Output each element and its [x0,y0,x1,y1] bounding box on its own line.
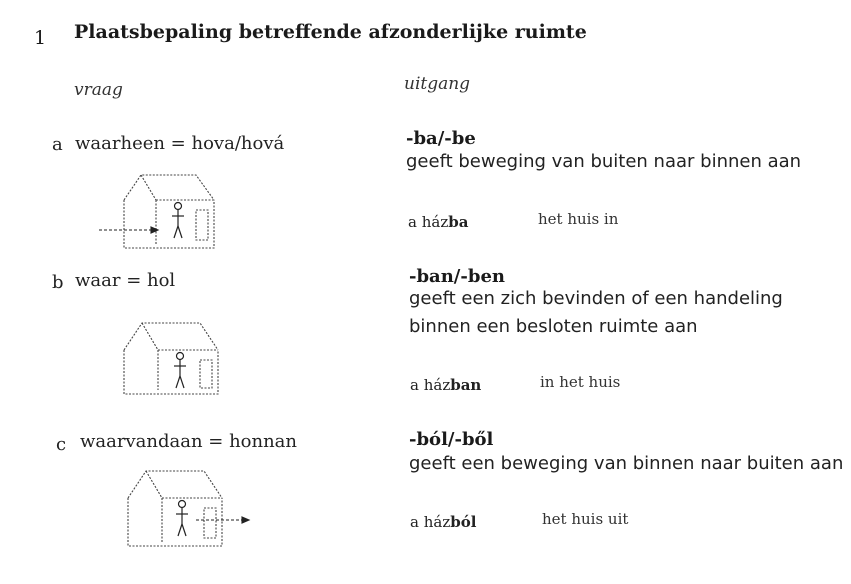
section-title: Plaatsbepaling betreffende afzonderlijke ruimte [74,21,587,43]
example-stem: a ház [408,213,449,231]
description [409,285,783,341]
example [410,376,481,394]
row-letter: a [52,134,63,155]
house-illustration-in [96,170,236,250]
section-number: 1 [34,27,47,49]
description-line: geeft een zich bevinden of een handeling [409,288,783,309]
house-illustration-inside [100,318,240,398]
description-line: geeft een beweging van binnen naar buiten aan [409,453,844,474]
example-suffix: ból [450,513,477,531]
row-question: waarheen = hova/hová [75,133,285,154]
example-suffix: ban [450,376,482,394]
row-letter: b [52,272,64,293]
description-line: binnen een besloten ruimte aan [409,316,698,337]
suffix: -ba/-be [406,128,476,149]
suffix: -ban/-ben [409,266,505,287]
example [410,513,476,531]
translation: het huis in [538,210,619,228]
row-question: waar = hol [75,270,176,291]
row-question: waarvandaan = honnan [80,431,298,452]
example [408,213,468,231]
example-stem: a ház [410,513,451,531]
description-line: geeft beweging van buiten naar binnen aan [406,151,802,172]
translation: in het huis [540,373,621,391]
column-header-ending: uitgang [404,74,471,94]
description [406,148,801,176]
description [409,450,843,478]
row-letter: c [56,434,67,455]
example-stem: a ház [410,376,451,394]
translation: het huis uit [542,510,629,528]
house-illustration-out [112,466,257,550]
example-suffix: ba [448,213,469,231]
column-header-question: vraag [74,80,123,100]
suffix: -ból/-ből [409,429,494,450]
